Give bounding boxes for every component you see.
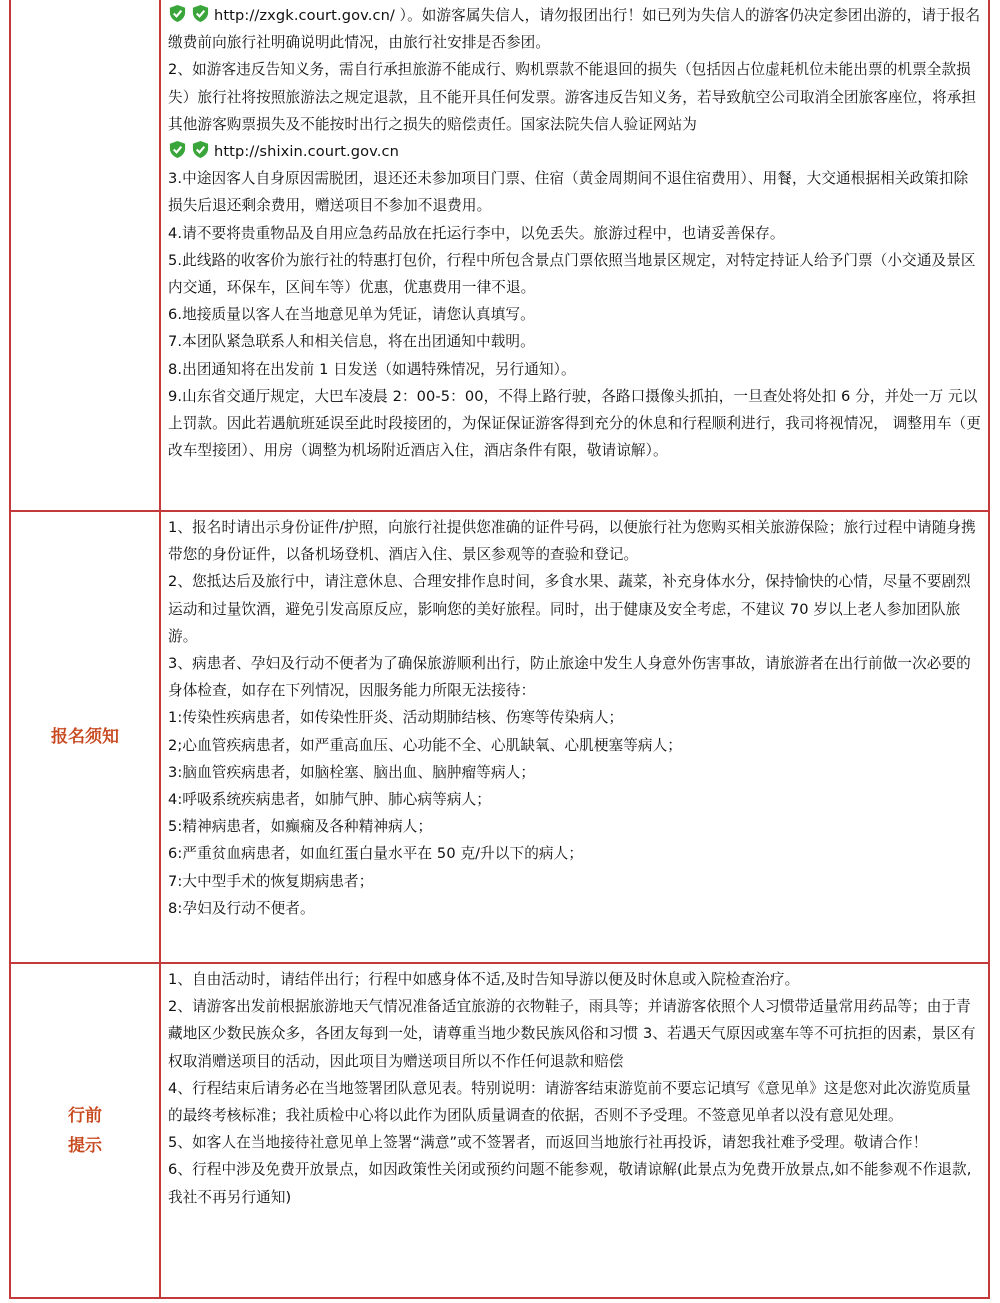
section-registration-header: [11, 512, 161, 962]
notice-line: 5.此线路的收客价为旅行社的特惠打包价，行程中所包含景点门票依照当地景区规定，对特定持证人给予门票（小交通及景区内交通，环保车，区间车等）优惠，优惠费用一律不退。: [168, 251, 976, 297]
registration-line: 4:呼吸系统疾病患者，如肺气肿、肺心病等病人；: [168, 791, 491, 809]
pretrip-line: 5、如客人在当地接待社意见单上签署“满意”或不签署者，而返回当地旅行社再投诉，请恕我社难予受理。敬请合作！: [168, 1134, 928, 1152]
shield-check-icon: [191, 140, 210, 159]
section-pretrip-header: [11, 964, 161, 1297]
notice-line: 2、如游客违反告知义务，需自行承担旅游不能成行、购机票款不能退回的损失（包括因占位虚耗机位未能出票的机票全款损失）旅行社将按照旅游法之规定退款，且不能开具任何发票。游客违反告知义务，若导致航空公司取消全团旅客座位，将承担其他游客购票损失及不能按时出行之损失的赔偿责任。国家法院失信人验证网站为: [168, 61, 977, 133]
shixin-link-text[interactable]: http://shixin.court.gov.cn: [214, 143, 399, 161]
shield-check-icon: [168, 4, 187, 23]
registration-line: 1、报名时请出示身份证件/护照，向旅行社提供您准确的证件号码，以便旅行社为您购买相关旅游保险；旅行过程中请随身携带您的身份证件，以备机场登机、酒店入住、景区参观等的查验和登记。: [168, 519, 976, 564]
notice-line: 6.地接质量以客人在当地意见单为凭证，请您认真填写。: [168, 306, 535, 324]
section-notice-header: [11, 0, 161, 510]
registration-line: 5:精神病患者，如癫痫及各种精神病人；: [168, 818, 433, 836]
registration-heading: 报名须知: [51, 727, 119, 747]
pretrip-line: 2、请游客出发前根据旅游地天气情况准备适宜旅游的衣物鞋子，雨具等；并请游客依照个人习惯带适量常用药品等；由于青藏地区少数民族众多，各团友每到一处，请尊重当地少数民族风俗和习惯 3、若遇天气原因或塞车等不可抗拒的因素，景区有权取消赠送项目的活动，因此项目为赠送项目所以不作任何退款和赔偿: [168, 998, 976, 1070]
pretrip-heading-line2: 提示: [68, 1135, 102, 1156]
pretrip-heading-line1: 行前: [68, 1105, 102, 1126]
notice-line: [168, 2, 982, 56]
registration-line: 1:传染性疾病患者，如传染性肝炎、活动期肺结核、伤寒等传染病人；: [168, 709, 624, 727]
pretrip-line: 6、行程中涉及免费开放景点，如因政策性关闭或预约问题不能参观，敬请谅解(此景点为免费开放景点,如不能参观不作退款,我社不再另行通知): [168, 1161, 972, 1206]
section-registration-row: [9, 512, 990, 964]
pretrip-heading: [68, 1101, 102, 1161]
zxgk-link-text[interactable]: http://zxgk.court.gov.cn/ ）。如游客属失信人，请勿报团出行！如已列为失信人的游客仍决定参团出游的，请于报名缴费前向旅行社明确说明此情况，由旅行社安排是否参团。: [168, 7, 981, 52]
section-pretrip-row: [9, 964, 990, 1299]
notice-line: 4.请不要将贵重物品及自用应急药品放在托运行李中，以免丢失。旅游过程中，也请妥善保存。: [168, 224, 785, 242]
shield-check-icon: [168, 140, 187, 159]
registration-line: 2、您抵达后及旅行中，请注意休息、合理安排作息时间，多食水果、蔬菜，补充身体水分，保持愉快的心情，尽量不要剧烈运动和过量饮酒，避免引发高原反应，影响您的美好旅程。同时，出于健康及安全考虑，不建议 70 岁以上老人参加团队旅游。: [168, 573, 971, 645]
pretrip-line: 4、行程结束后请务必在当地签署团队意见表。特别说明：请游客结束游览前不要忘记填写《意见单》这是您对此次游览质量的最终考核标准；我社质检中心将以此作为团队质量调查的依据，否则不予受理。不签意见单者以没有意见处理。: [168, 1079, 971, 1125]
section-pretrip-body: [161, 964, 988, 1297]
pretrip-line: 1、自由活动时，请结伴出行；行程中如感身体不适,及时告知导游以便及时休息或入院检查治疗。: [168, 971, 800, 988]
registration-line: 3:脑血管疾病患者，如脑栓塞、脑出血、脑肿瘤等病人；: [168, 763, 536, 781]
registration-line: 7:大中型手术的恢复期病患者；: [168, 872, 374, 890]
notice-line: 8.出团通知将在出发前 1 日发送（如遇特殊情况，另行通知）。: [168, 360, 576, 378]
registration-line: 8:孕妇及行动不便者。: [168, 899, 315, 917]
section-notice-body: [161, 0, 988, 510]
notice-line: [168, 138, 982, 165]
notice-line: 9.山东省交通厅规定，大巴车凌晨 2：00-5：00，不得上路行驶，各路口摄像头抓拍，一旦查处将处扣 6 分，并处一万 元以上罚款。因此若遇航班延误至此时段接团的，为保证保证游客得到充分的休息和行程顺利进行，我司将视情况， 调整用车（更改车型接团）、用房（调整为机场附近酒店入住，酒店条件有限，敬请谅解）。: [168, 387, 981, 460]
section-notice-row: [9, 0, 990, 512]
registration-line: 3、病患者、孕妇及行动不便者为了确保旅游顺利出行，防止旅途中发生人身意外伤害事故，请旅游者在出行前做一次必要的身体检查，如存在下列情况，因服务能力所限无法接待：: [168, 655, 971, 700]
registration-line: 6:严重贫血病患者，如血红蛋白量水平在 50 克/升以下的病人；: [168, 845, 584, 863]
shield-check-icon: [191, 4, 210, 23]
section-registration-body: [161, 512, 988, 962]
info-table: [9, 0, 990, 1299]
notice-line: 7.本团队紧急联系人和相关信息，将在出团通知中载明。: [168, 333, 535, 351]
notice-line: 3.中途因客人自身原因需脱团，退还还未参加项目门票、住宿（黄金周期间不退住宿费用）、用餐，大交通根据相关政策扣除损失后退还剩余费用，赠送项目不参加不退费用。: [168, 170, 969, 215]
registration-line: 2;心血管疾病患者，如严重高血压、心功能不全、心肌缺氧、心肌梗塞等病人；: [168, 736, 682, 754]
